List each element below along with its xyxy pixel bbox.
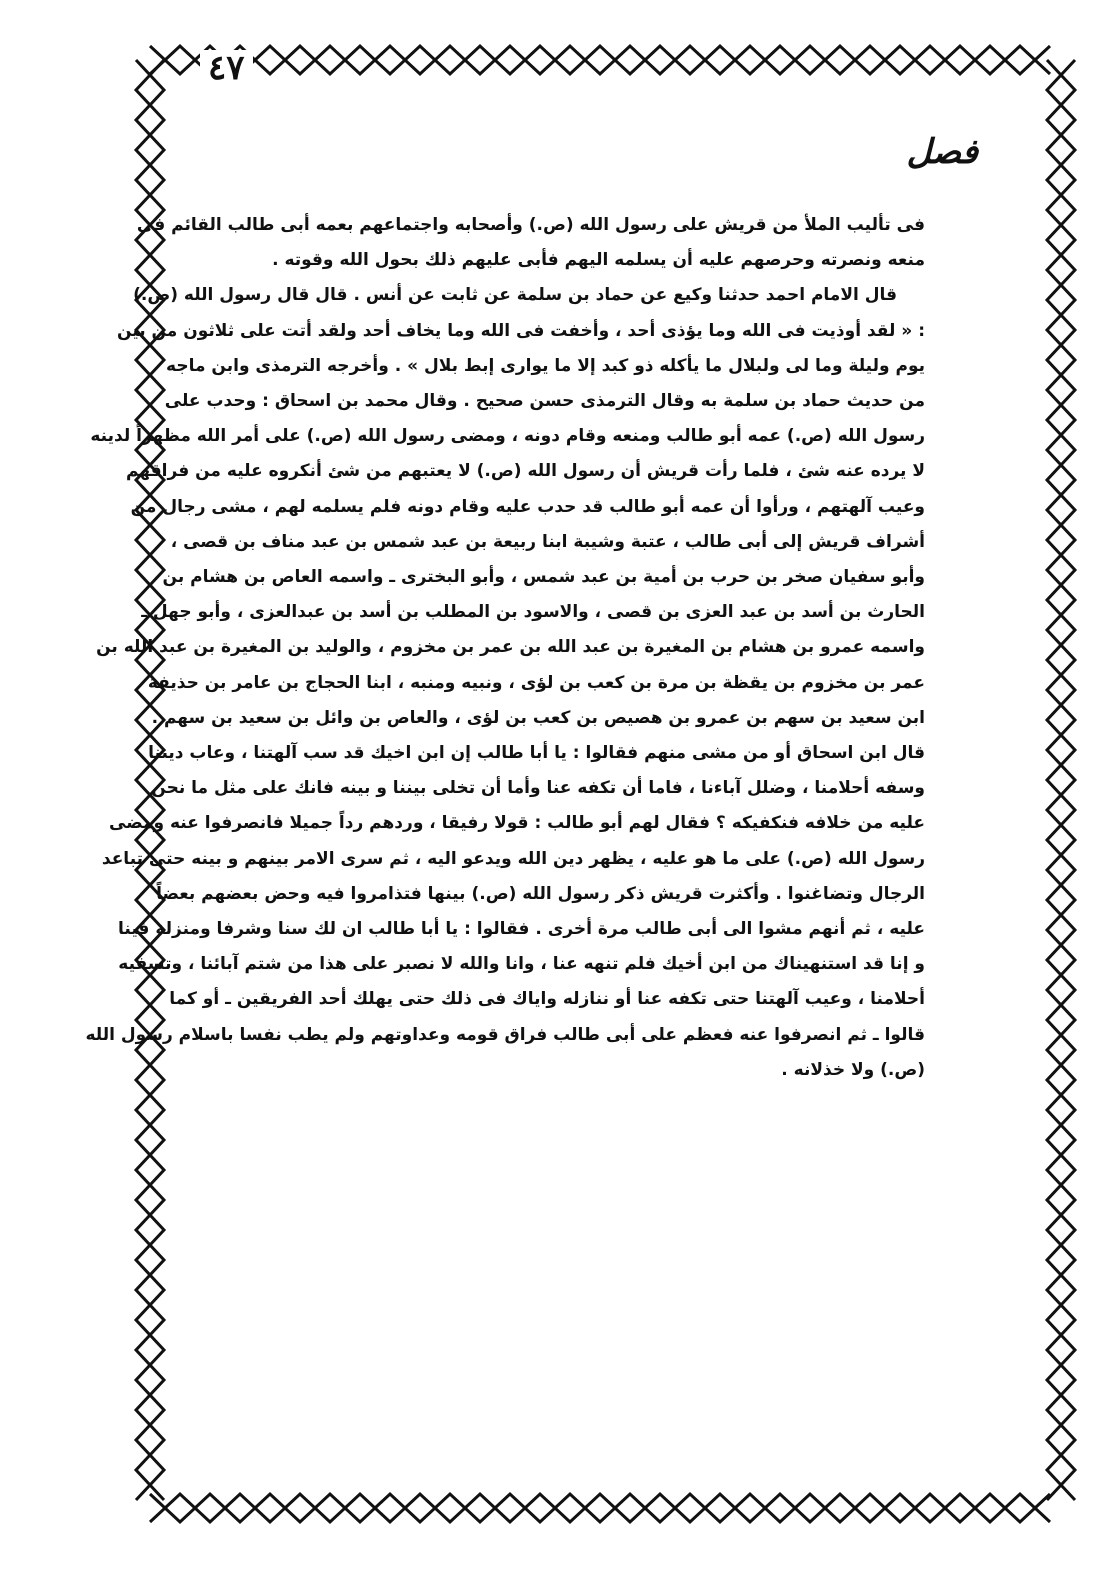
text-line: واسمه عمرو بن هشام بن المغيرة بن عبد الله بن عمر بن مخزوم ، والوليد بن المغيرة بن عبد الله بن: [96, 637, 925, 658]
text-line: وسفه أحلامنا ، وضلل آباءنا ، فاما أن تكفه عنا وأما أن تخلى بيننا و بينه فانك على مثل ما نحن: [151, 778, 925, 799]
text-line: : « لقد أوذيت فى الله وما يؤذى أحد ، وأخفت فى الله وما يخاف أحد ولقد أتت على ثلاثون من بين: [116, 320, 925, 341]
text-line: أحلامنا ، وعيب آلهتنا حتى تكفه عنا أو ننازله واياك فى ذلك حتى يهلك أحد الفريقين ـ أو كما: [169, 989, 925, 1010]
text-line: قالوا ـ ثم انصرفوا عنه فعظم على أبى طالب فراق قومه وعداوتهم ولم يطب نفسا باسلام رسول الله: [85, 1024, 925, 1045]
text-line: قال الامام احمد حدثنا وكيع عن حماد بن سلمة عن ثابت عن أنس . قال قال رسول الله (ص.): [133, 285, 897, 306]
text-line: (ص.) ولا خذلانه .: [781, 1059, 925, 1080]
text-line: رسول الله (ص.) على ما هو عليه ، يظهر دين الله ويدعو اليه ، ثم سرى الامر بينهم و بينه حتى تباعد: [101, 848, 925, 869]
text-line: أشراف قريش إلى أبى طالب ، عتبة وشيبة ابنا ربيعة بن عبد شمس بن عبد مناف بن قصى ،: [170, 531, 925, 552]
text-line: من حديث حماد بن سلمة به وقال الترمذى حسن صحيح . وقال محمد بن اسحاق : وحدب على: [164, 391, 925, 412]
text-line: يوم وليلة وما لى ولبلال ما يأكله ذو كبد إلا ما يوارى إبط بلال » . وأخرجه الترمذى وابن ماجه: [166, 355, 925, 376]
text-line: عليه من خلافه فنكفيكه ؟ فقال لهم أبو طالب : قولا رفيقا ، وردهم رداً جميلا فانصرفوا عنه ومضى: [109, 813, 925, 834]
page-number: ٤٧: [200, 50, 253, 86]
text-line: عمر بن مخزوم بن يقظة بن مرة بن كعب بن لؤى ، ونبيه ومنبه ، ابنا الحجاج بن عامر بن حذيفة: [147, 672, 925, 693]
text-line: منعه ونصرته وحرصهم عليه أن يسلمه اليهم فأبى عليهم ذلك بحول الله وقوته .: [272, 250, 925, 271]
text-line: فى تأليب الملأ من قريش على رسول الله (ص.) وأصحابه واجتماعهم بعمه أبى طالب القائم فى: [136, 215, 925, 235]
text-line: عليه ، ثم أنهم مشوا الى أبى طالب مرة أخرى . فقالوا : يا أبا طالب ان لك سنا وشرفا ومنزلة فينا: [118, 919, 925, 940]
body-text: [85, 208, 925, 1088]
text-line: لا يرده عنه شئ ، فلما رأت قريش أن رسول الله (ص.) لا يعتبهم من شئ أنكروه عليه من فراقهم: [126, 461, 925, 482]
text-line: الحارث بن أسد بن عبد العزى بن قصى ، والاسود بن المطلب بن أسد بن عبدالعزى ، وأبو جهل ـ: [141, 602, 925, 623]
text-line: ابن سعيد بن سهم بن عمرو بن هصيص بن كعب بن لؤى ، والعاص بن وائل بن سعيد بن سهم .: [151, 707, 925, 728]
text-line: وأبو سفيان صخر بن حرب بن أمية بن عبد شمس ، وأبو البخترى ـ واسمه العاص بن هشام بن: [162, 567, 925, 588]
text-line: رسول الله (ص.) عمه أبو طالب ومنعه وقام دونه ، ومضى رسول الله (ص.) على أمر الله مظهراً لدينه: [90, 426, 925, 447]
section-heading: فصل: [906, 132, 978, 172]
text-line: و إنا قد استنهيناك من ابن أخيك فلم تنهه عنا ، وانا والله لا نصبر على هذا من شتم آبائنا ، وتسفيه: [118, 954, 925, 975]
text-line: الرجال وتضاغنوا . وأكثرت قريش ذكر رسول الله (ص.) بينها فتذامروا فيه وحض بعضهم بعضاً: [156, 883, 925, 904]
text-line: قال ابن اسحاق أو من مشى منهم فقالوا : يا أبا طالب إن ابن اخيك قد سب آلهتنا ، وعاب ديننا: [148, 743, 925, 764]
text-line: وعيب آلهتهم ، ورأوا أن عمه أبو طالب قد حدب عليه وقام دونه فلم يسلمه لهم ، مشى رجال من: [130, 496, 925, 517]
